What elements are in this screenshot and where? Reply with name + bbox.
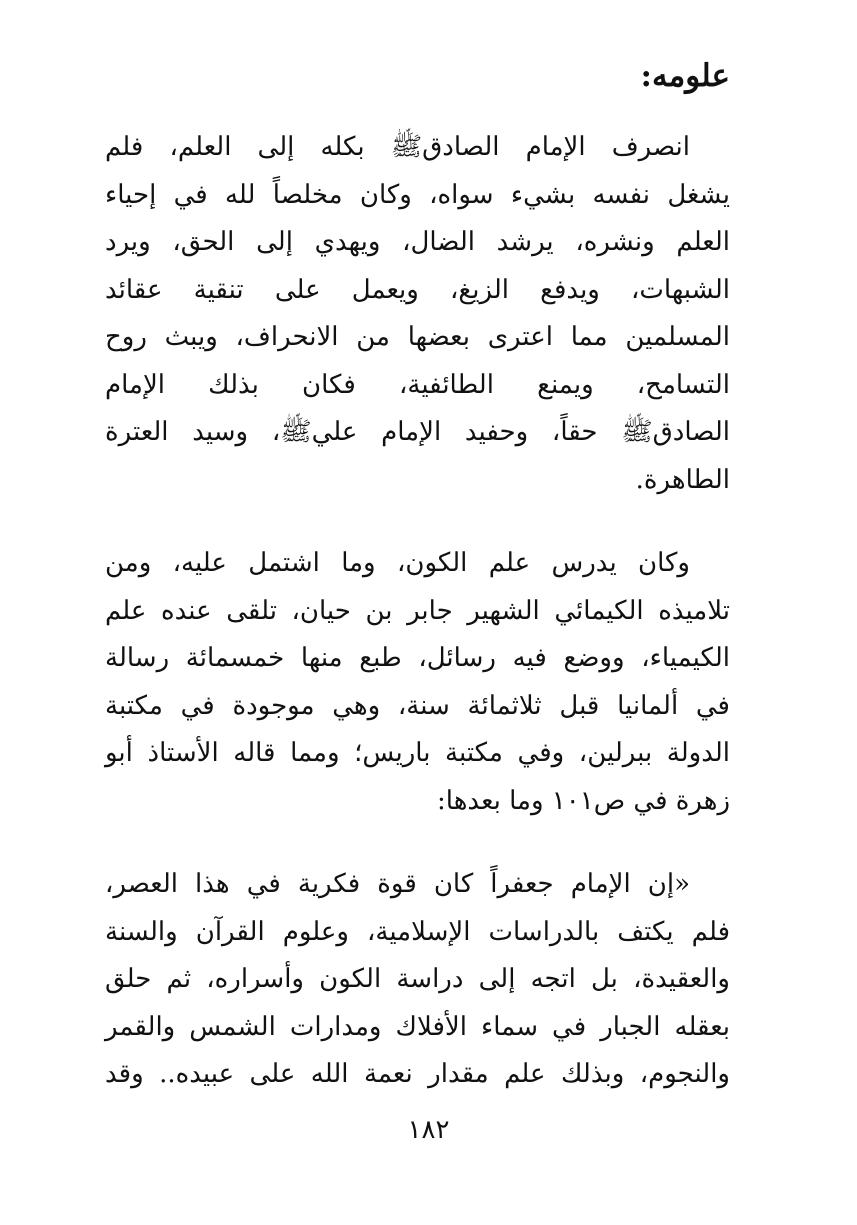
paragraph-line: الكيمياء، ووضع فيه رسائل، طبع منها خمسمائة رسالة [105, 643, 730, 673]
paragraph-1 [105, 124, 730, 504]
paragraph-line: يشغل نفسه بشيء سواه، وكان مخلصاً لله في إحياء [105, 179, 730, 210]
paragraph-gap [105, 504, 730, 540]
paragraph-line: والعقيدة، بل اتجه إلى دراسة الكون وأسراره، ثم حلق [105, 964, 730, 994]
paragraph-gap [105, 825, 730, 861]
paragraph-line: الشبهات، ويدفع الزيغ، ويعمل على تنقية عقائد [105, 274, 730, 305]
paragraph-line: انصرف الإمام الصادقﷺ بكله إلى العلم، فلم [105, 132, 690, 162]
page-number: ١٨٢ [407, 1115, 450, 1145]
paragraph-line: في ألمانيا قبل ثلاثمائة سنة، وهي موجودة في مكتبة [105, 690, 730, 721]
paragraph-2 [105, 540, 730, 825]
page-content [105, 52, 730, 1099]
paragraph-line: الدولة ببرلين، وفي مكتبة باريس؛ ومما قاله الأستاذ أبو [105, 738, 730, 768]
paragraph-line: والنجوم، وبذلك علم مقدار نعمة الله على عبيده.. وقد [105, 1059, 730, 1089]
paragraph-line: زهرة في ص١٠١ وما بعدها: [437, 785, 730, 816]
paragraph-line: «إن الإمام جعفراً كان قوة فكرية في هذا العصر، [105, 869, 690, 899]
paragraph-line: التسامح، ويمنع الطائفية، فكان بذلك الإمام [105, 369, 730, 400]
paragraph-line: المسلمين مما اعترى بعضها من الانحراف، ويبث روح [105, 322, 730, 352]
paragraph-line: فلم يكتف بالدراسات الإسلامية، وعلوم القرآن والسنة [105, 916, 730, 947]
paragraph-line: الصادقﷺ حقاً، وحفيد الإمام عليﷺ، وسيد العترة [105, 417, 730, 447]
section-heading: علومه: [640, 58, 730, 94]
paragraph-line: تلاميذه الكيمائي الشهير جابر بن حيان، تلقى عنده علم [105, 595, 730, 626]
paragraph-line: وكان يدرس علم الكون، وما اشتمل عليه، ومن [105, 548, 690, 578]
paragraph-line: بعقله الجبار في سماء الأفلاك ومدارات الشمس والقمر [105, 1011, 730, 1042]
paragraph-line: الطاهرة. [635, 464, 730, 495]
paragraph-line: العلم ونشره، يرشد الضال، ويهدي إلى الحق، ويرد [105, 227, 730, 257]
paragraph-3-quote [105, 861, 730, 1099]
